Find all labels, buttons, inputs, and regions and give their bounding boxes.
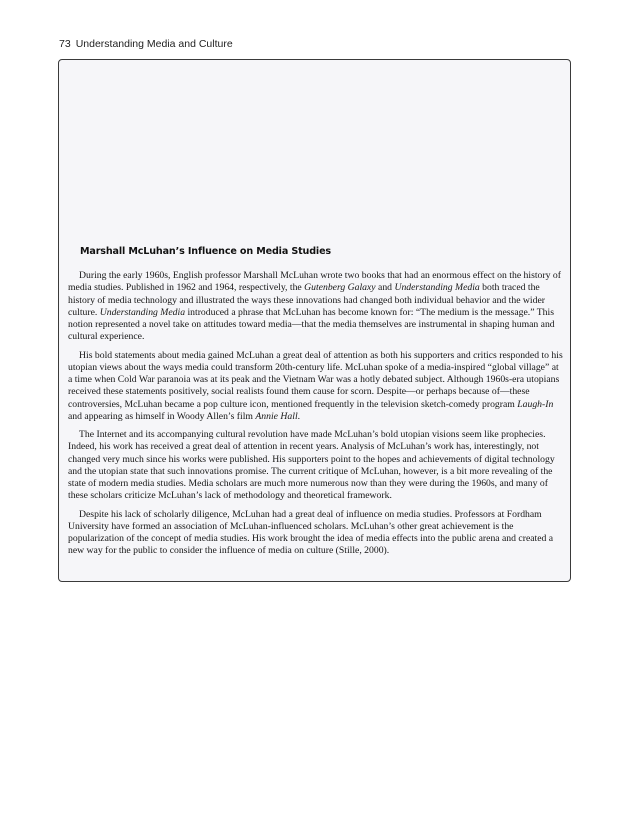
- page-number: 73: [59, 38, 71, 50]
- text-run: During the early 1960s, English professor Marshall McLuhan wrote two books that had an enormous effect on the history of media studies. Published in 1962 and 1964, respectively, the: [68, 270, 561, 294]
- text-run: and appearing as himself in Woody Allen’s film: [68, 410, 256, 422]
- box-paragraph: [68, 270, 564, 344]
- text-run: .: [297, 410, 301, 422]
- italic-title: Annie Hall: [255, 410, 298, 422]
- box-paragraph: [68, 509, 564, 558]
- text-run: both traced the history of media technology and illustrated the ways these innovations had changed both individual behavior and the wider culture.: [68, 282, 545, 318]
- box-title: Marshall McLuhan’s Influence on Media Studies: [80, 246, 331, 257]
- text-run: introduced a phrase that McLuhan has become known for: “The medium is the message.” This notion represented a novel take on attitudes toward media—that the media themselves are instrumental in shaping human and cultural experience.: [68, 306, 555, 343]
- book-title: Understanding Media and Culture: [75, 38, 233, 50]
- text-run: His bold statements about media gained McLuhan a great deal of attention as both his supporters and critics responded to his utopian views about the ways media could transform 20th-century life. McLuhan spoke of a media-inspired “global village” at a time when Cold War paranoia was at its peak and the Vietnam War was a hotly debated subject. Although 1960s-era utopians received these statements positively, social realists found them cause for scorn. Despite—or perhaps because of—these controversies, McLuhan became a pop culture icon, mentioned frequently in the television sketch-comedy program: [68, 349, 563, 410]
- text-run: and: [375, 282, 395, 294]
- running-header: [59, 38, 233, 50]
- sidebar-box: [58, 59, 571, 582]
- text-run: The Internet and its accompanying cultural revolution have made McLuhan’s bold utopian visions seem like prophecies. Indeed, his work has received a great deal of attention in recent years. Analysis of McLuhan’s work has, interestingly, not changed very much since his works were published. His supporters point to the hopes and achievements of digital technology and the utopian state that such innovations promise. The current critique of McLuhan, however, is a bit more revealing of the state of modern media studies. Media scholars are much more numerous now than they were during the 1960s, and many of these scholars criticize McLuhan’s lack of methodology and theoretical framework.: [68, 429, 555, 502]
- text-run: Despite his lack of scholarly diligence, McLuhan had a great deal of influence on media studies. Professors at Fordham University have formed an association of McLuhan-influenced scholars. McLuhan’s other great achievement is the popularization of the concept of media studies. His work brought the idea of media effects into the public arena and created a new way for the public to consider the influence of media on culture (Stille, 2000).: [68, 508, 554, 557]
- italic-title: Gutenberg Galaxy: [304, 282, 376, 294]
- box-body: [68, 270, 564, 564]
- italic-title: Understanding Media: [394, 282, 480, 294]
- box-paragraph: [68, 350, 564, 424]
- box-paragraph: [68, 429, 564, 503]
- italic-title: Understanding Media: [99, 306, 186, 318]
- italic-title: Laugh-In: [517, 398, 554, 410]
